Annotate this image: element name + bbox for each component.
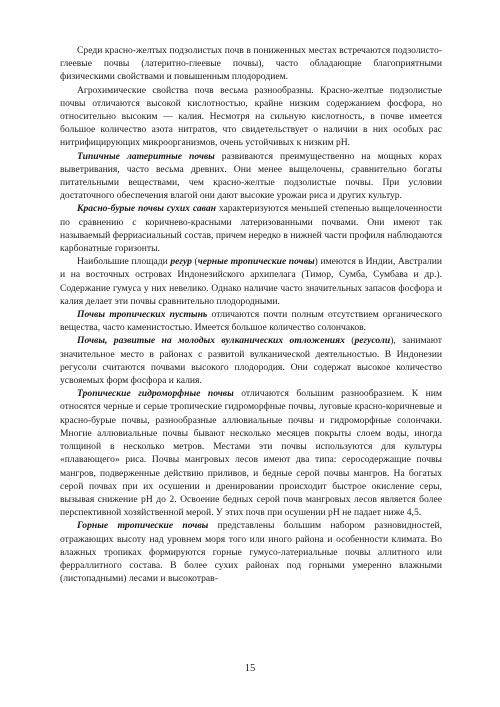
text-run: Среди красно-желтых подзолистых почв в пониженных местах встречаются подзолисто-глеевые почвы (латеритно-глеевые почвы), часто обладающие благоприятными физическими свойствами и повышенным плодородием. bbox=[60, 45, 442, 83]
term-highlight: Красно-бурые почвы сухих саван bbox=[77, 203, 216, 215]
text-run: Агрохимические свойства почв весьма разнообразны. Красно-желтые подзолистые почвы отличаются высокой кислотностью, крайне низким содержанием фосфора, но относительно высоким — калия. Несмотря на сильную кислотность, в почве имеется большое количество азота нитратов, что свидетельствует о наличии в них особых рас нитрифицирующих микроорганизмов, очень устойчивых к низким рН. bbox=[60, 84, 442, 149]
term-highlight: Почвы, развитые на молодых вулканических отложениях bbox=[77, 335, 345, 347]
text-run: ( bbox=[344, 335, 355, 347]
text-run: отличаются почти полным отсутствием органического вещества, часто каменистостью. Имеется большое количество солончаков. bbox=[60, 309, 443, 334]
term-highlight: Горные тропические почвы bbox=[77, 520, 209, 532]
term-highlight: регур bbox=[170, 256, 192, 268]
text-run: отличаются большим разнообразием. К ним относятся черные и серые тропические гидроморфные почвы, луговые красно-коричневые и красно-бурые почвы, разнообразные аллювиальные почвы и гидроморфные солончаки. Многие аллювиальные почвы бывают несколько месяцев покрыты слоем воды, иногда толщиной в несколько метров. Местами эти почвы используются для культуры «плавающего» риса. Почвы мангровых лесов имеют два типа: серосодержащие почвы мангров, подверженные действию приливов, и бедные серой почвы мангров. На богатых серой почвах при их осушении и дренировании происходит быстрое окисление серы, вызывая снижение рН до 2. Освоение бедных серой почв мангровых лесов является более перспективной хозяйственной мерой. У этих почв при осушении рН не падает ниже 4,5. bbox=[60, 388, 442, 519]
paragraph bbox=[60, 202, 442, 255]
text-run: ( bbox=[191, 256, 198, 268]
paragraph bbox=[60, 44, 442, 84]
term-highlight: регусоли bbox=[354, 335, 391, 347]
text-run: Наибольшие площади bbox=[77, 256, 171, 268]
page-number: 15 bbox=[244, 663, 256, 674]
text-run: ), занимают значительное место в районах с развитой вулканической деятельностью. В Индонезии регусоли считаются почвами высокого плодородия. Они содержат высокое количество усвояемых форм фосфора и калия. bbox=[60, 335, 442, 387]
text-run: ) имеются в Индии, Австралии и на восточных островах Индонезийского архипелага (Тимор, Сумба, Сумбава и др.). Содержание гумуса у них невелико. Однако наличие часто значительных запасов фосфора и калия делает эти почвы сравнительно плодородными. bbox=[60, 256, 442, 307]
text-run: представлены большим набором разновидностей, отражающих высоту над уровнем моря того или иного района и особенности климата. Во влажных тропиках формируются горные гумусо-латериальные почвы аллитного или ферраллитного состава. В более сухих районах под горными умеренно влажными (листопадными) лесами и высокотрав- bbox=[60, 520, 442, 585]
text-run: развиваются преимущественно на мощных корах выветривания, часто весьма древних. Они менее выщелочены, сравнительно богаты питательными веществами, чем красно-желтые подзолистые почвы. При условии достаточного обеспечения влагой они дают высокие урожаи риса и других культур. bbox=[60, 150, 442, 202]
paragraph bbox=[60, 150, 442, 203]
term-highlight: Почвы тропических пустынь bbox=[77, 309, 208, 321]
term-highlight: черные тропические почвы bbox=[197, 256, 315, 268]
paragraph bbox=[60, 519, 442, 585]
body-text bbox=[60, 44, 442, 585]
paragraph bbox=[60, 387, 442, 519]
term-highlight: Тропические гидроморфные почвы bbox=[77, 388, 234, 400]
paragraph bbox=[60, 255, 442, 308]
paragraph bbox=[60, 84, 442, 150]
text-run: характеризуются меньшей степенью выщелоченности по сравнению с коричнево-красными латеризованными почвами. Они имеют так называемый ферриасиальный состав, причем нередко в нижней части профиля наблюдаются карбонатные горизонты. bbox=[60, 203, 442, 255]
term-highlight: Типичные латеритные почвы bbox=[77, 150, 215, 162]
paragraph bbox=[60, 308, 442, 334]
paragraph bbox=[60, 334, 442, 387]
